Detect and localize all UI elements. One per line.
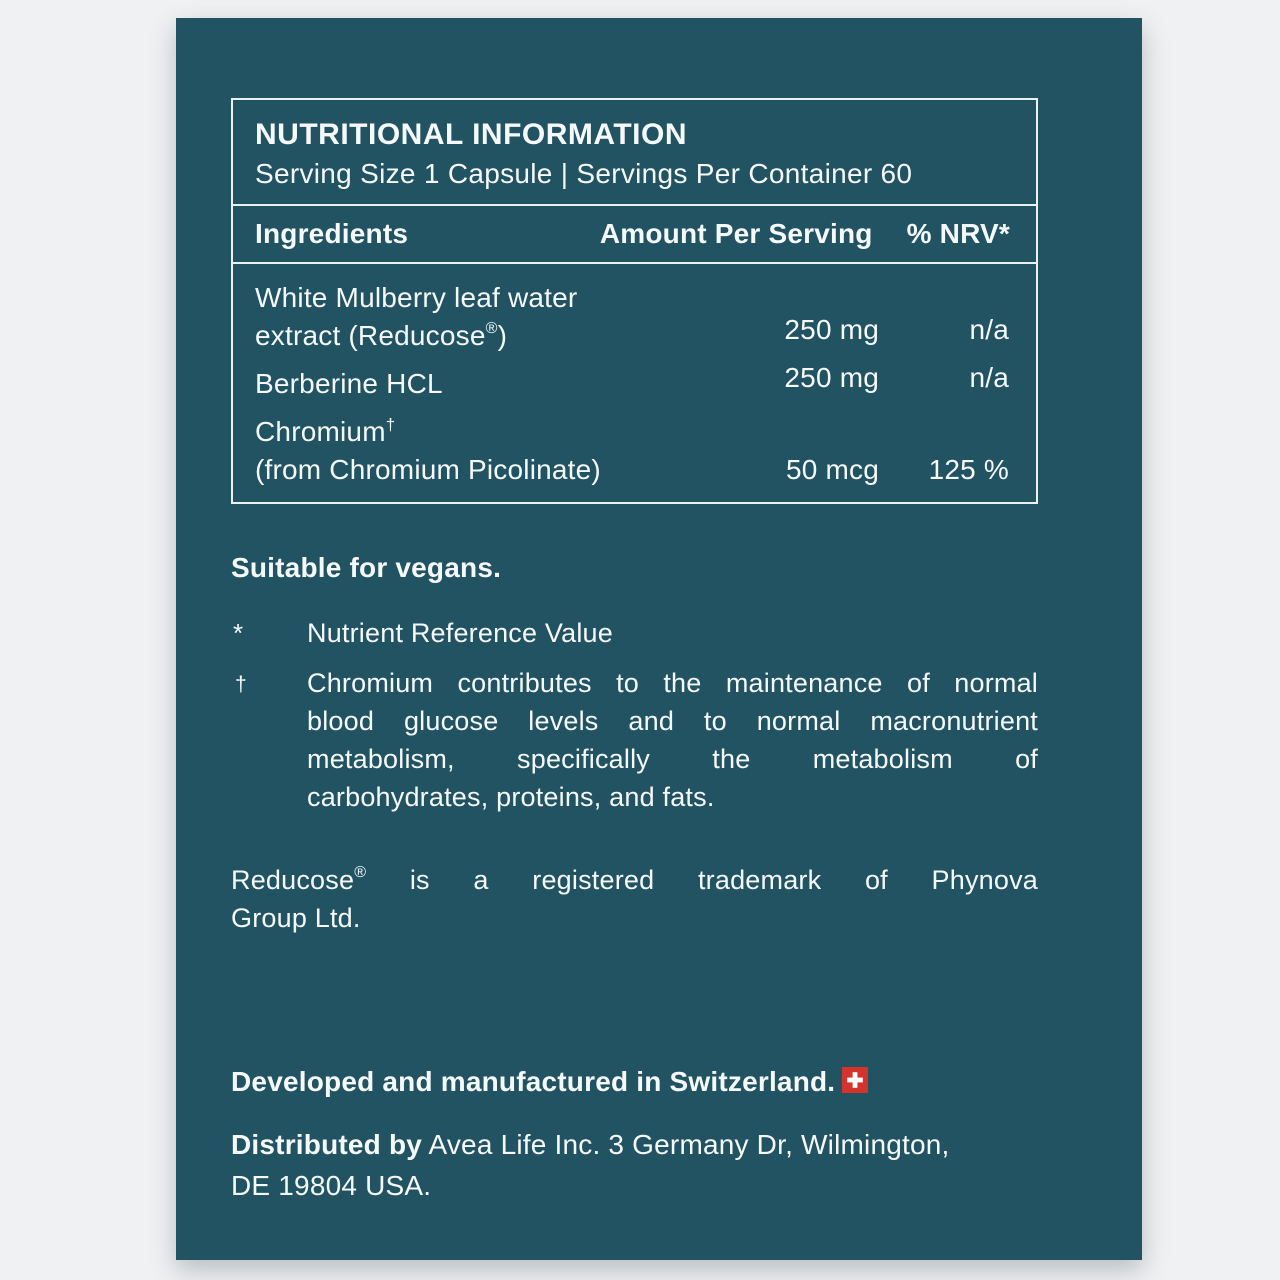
ingredient-name-line1: Chromium† <box>255 415 396 447</box>
nutrition-facts-table <box>231 98 1038 504</box>
distributed-note <box>231 1124 1038 1206</box>
developed-text: Developed and manufactured in Switzerland. <box>231 1066 836 1097</box>
chromium-footnote-line: carbohydrates, proteins, and fats. <box>307 782 715 812</box>
ingredient-name <box>233 279 741 355</box>
chromium-footnote-line: Chromium contributes to the maintenance of normal <box>307 668 1038 698</box>
ingredient-row-chromium <box>233 408 1036 494</box>
ingredient-rows <box>233 264 1036 502</box>
ingredient-name-line2: extract (Reducose®) <box>255 320 508 351</box>
vegan-note: Suitable for vegans. <box>231 552 502 583</box>
ingredient-name: Berberine HCL <box>255 368 443 399</box>
trademark-line2: Group Ltd. <box>231 903 361 933</box>
nrv-footnote-symbol: * <box>233 618 244 648</box>
distributed-address-line1: Avea Life Inc. 3 Germany Dr, Wilmington, <box>428 1129 950 1160</box>
registered-trademark-sup: ® <box>485 320 498 337</box>
column-header-row <box>233 204 1036 264</box>
ingredient-amount: 250 mg <box>784 314 879 345</box>
ingredient-nrv: 125 % <box>928 454 1009 485</box>
dagger-sup: † <box>385 415 396 434</box>
ingredient-amount: 50 mcg <box>785 454 879 485</box>
swiss-flag-icon <box>842 1067 868 1093</box>
ingredient-row-berberine <box>233 360 1036 408</box>
trademark-note <box>231 861 1038 937</box>
nutrition-table-header <box>233 100 1036 204</box>
ingredients-column-header: Ingredients <box>255 218 409 249</box>
ingredient-amount: 250 mg <box>784 362 879 393</box>
amount-column-header: Amount Per Serving <box>599 218 873 249</box>
serving-size-info: Serving Size 1 Capsule | Servings Per Container 60 <box>255 158 913 189</box>
developed-note <box>231 1063 1038 1101</box>
nrv-footnote <box>231 614 1038 652</box>
nrv-footnote-text: Nutrient Reference Value <box>307 618 613 648</box>
label-panel <box>176 18 1142 1260</box>
ingredient-name <box>233 413 741 489</box>
chromium-footnote <box>231 664 1038 816</box>
distributed-label: Distributed by <box>231 1129 423 1160</box>
trademark-line1: Reducose® is a registered trademark of Phynova <box>231 864 1038 895</box>
ingredient-row-white-mulberry <box>233 274 1036 360</box>
ingredient-nrv: n/a <box>969 362 1009 393</box>
nrv-column-header: % NRV* <box>906 218 1010 249</box>
chromium-footnote-line: blood glucose levels and to normal macronutrient <box>307 706 1038 736</box>
ingredient-nrv: n/a <box>969 314 1009 345</box>
distributed-address-line2: DE 19804 USA. <box>231 1170 432 1201</box>
nutrition-table-title: NUTRITIONAL INFORMATION <box>255 118 688 151</box>
ingredient-name-line1: White Mulberry leaf water <box>255 282 578 313</box>
chromium-footnote-text <box>307 664 1038 816</box>
registered-trademark-sup: ® <box>354 864 367 881</box>
ingredient-name-line2: (from Chromium Picolinate) <box>255 454 601 485</box>
chromium-footnote-line: metabolism, specifically the metabolism of <box>307 744 1038 774</box>
chromium-footnote-symbol: † <box>235 673 247 696</box>
